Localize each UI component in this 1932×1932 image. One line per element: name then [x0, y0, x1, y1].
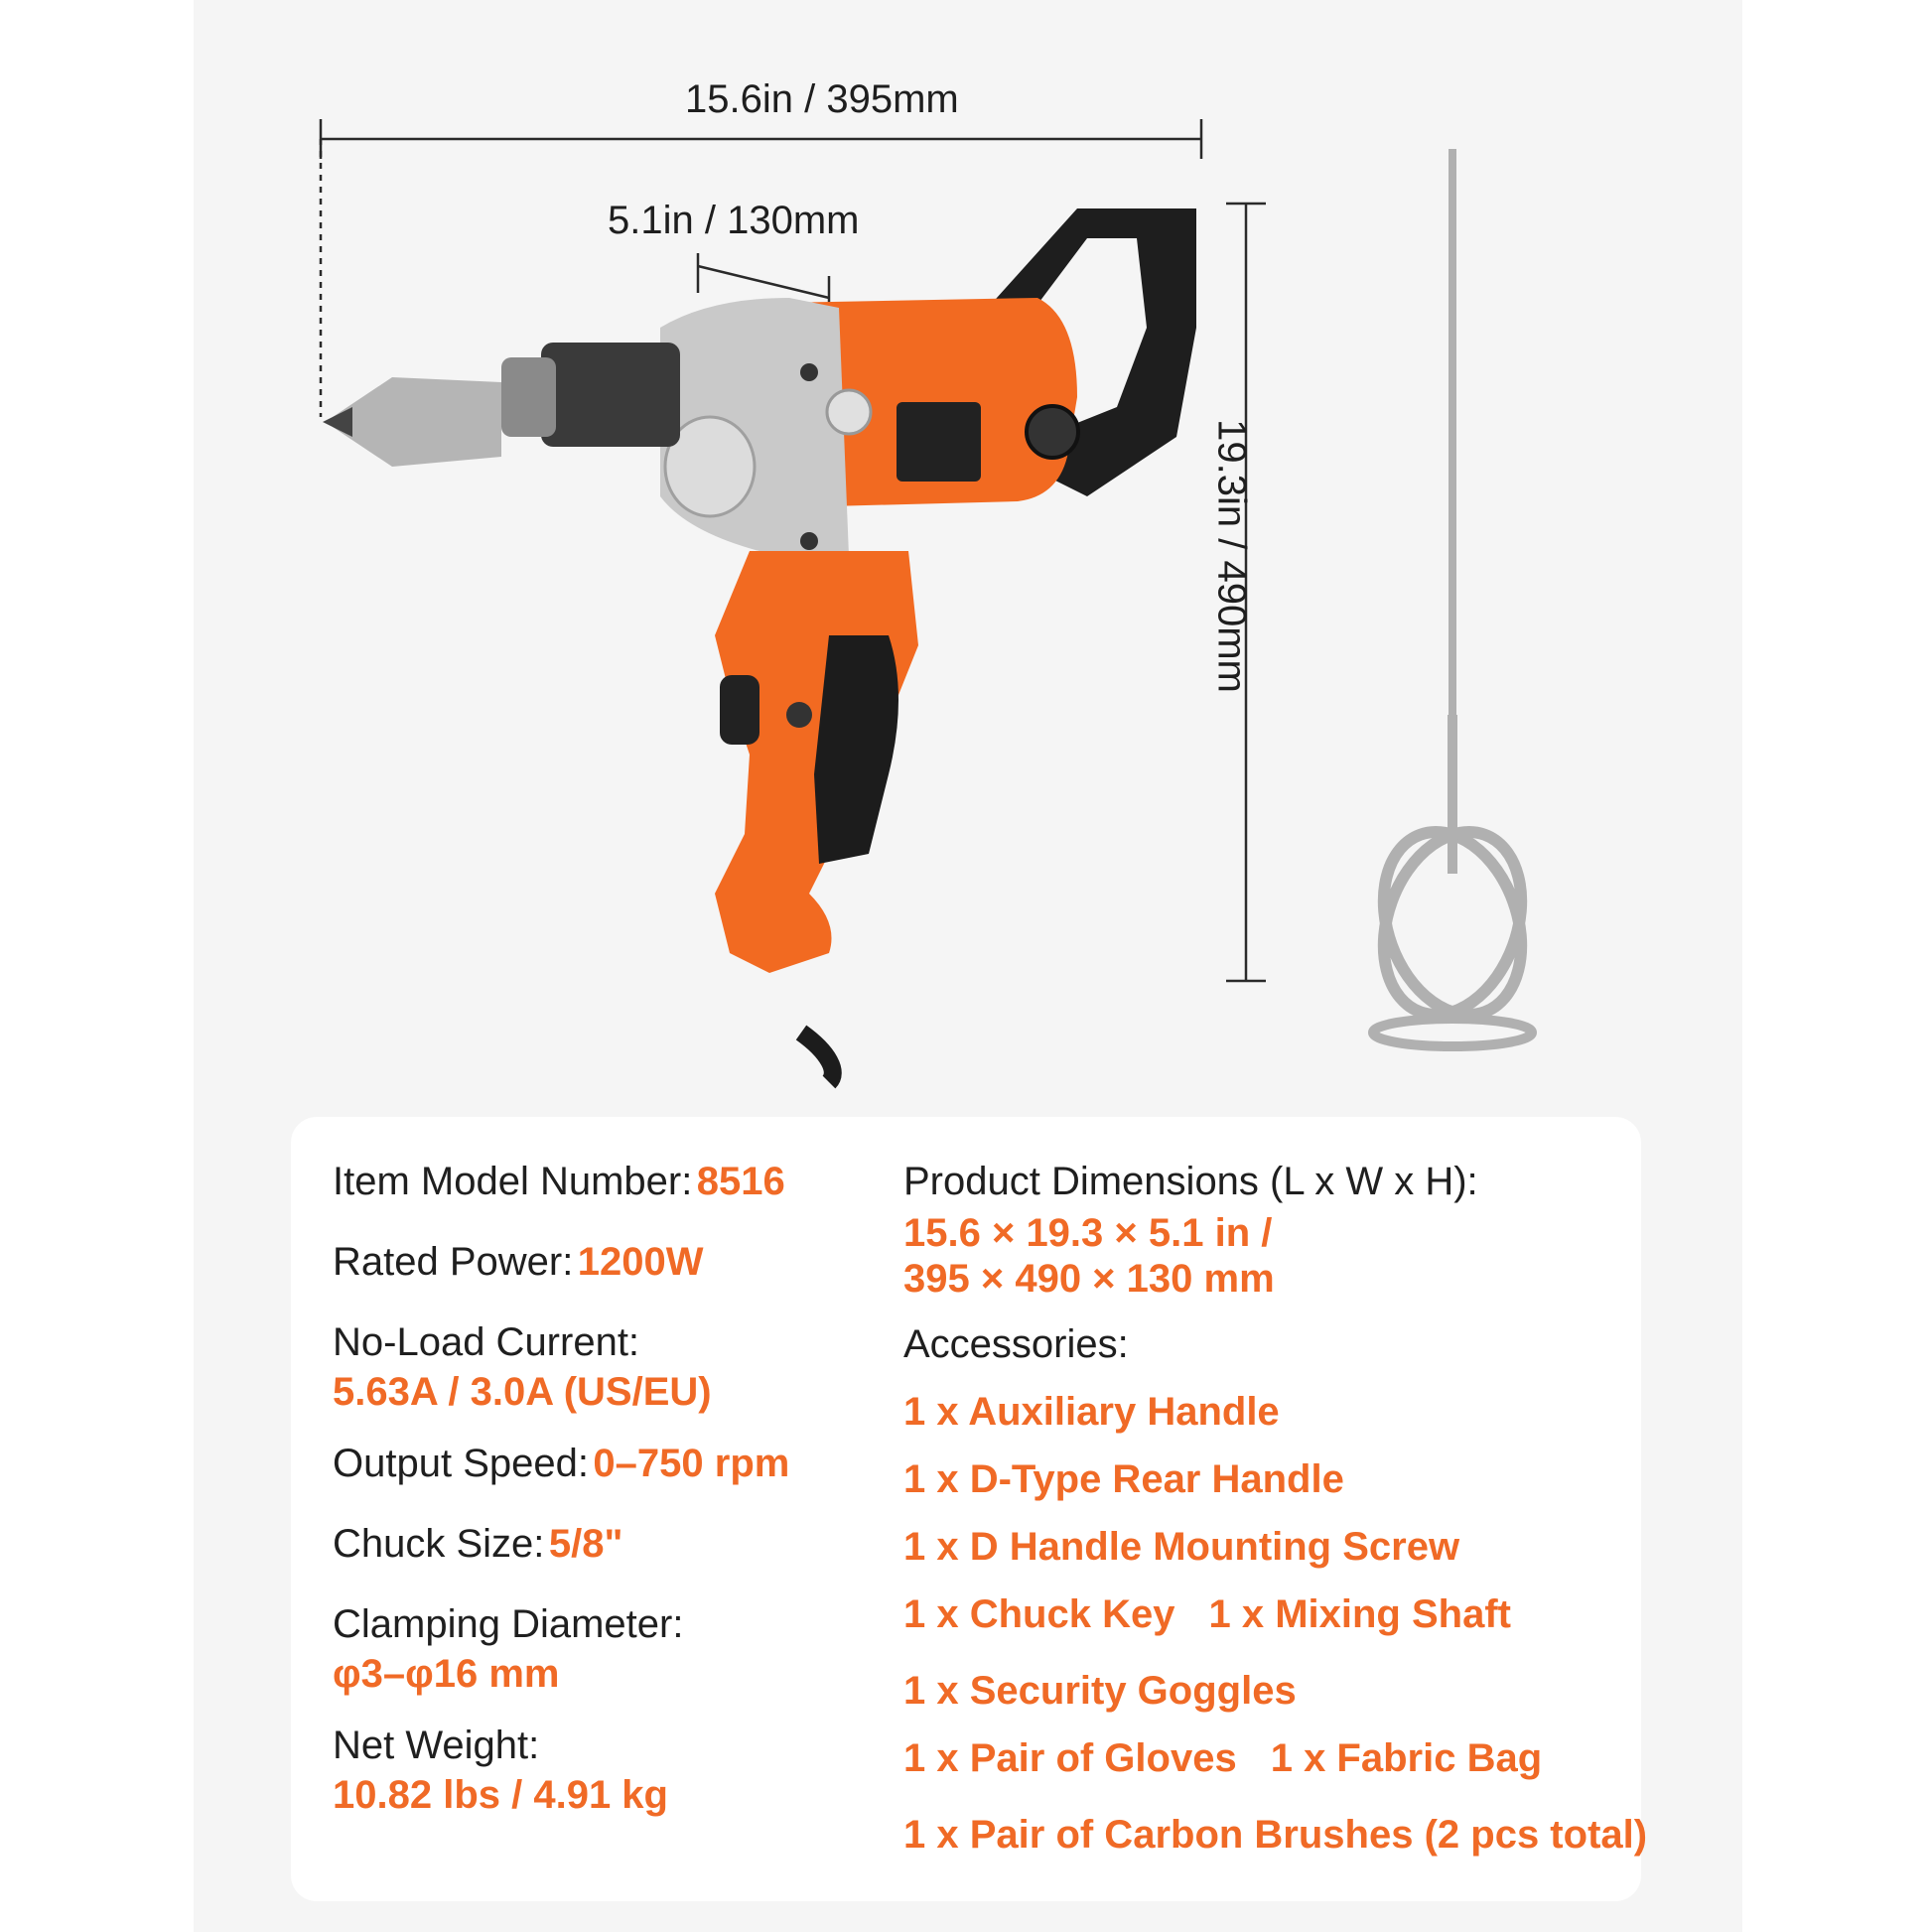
spec-value: φ3–φ16 mm — [333, 1652, 560, 1696]
spec-value: 5/8" — [548, 1522, 623, 1566]
accessory-item: 1 x Security Goggles — [903, 1669, 1297, 1713]
spec-label: Chuck Size: — [333, 1522, 545, 1566]
spec-label: Accessories: — [903, 1322, 1129, 1366]
trigger — [720, 675, 759, 745]
spec-value: 395 × 490 × 130 mm — [903, 1257, 1275, 1301]
accessory-item: 1 x Mixing Shaft — [1208, 1592, 1511, 1636]
accessory-item: 1 x Pair of Carbon Brushes (2 pcs total) — [903, 1813, 1648, 1857]
spec-value: 8516 — [696, 1160, 785, 1203]
spec-product-dimensions — [903, 1157, 1618, 1302]
spec-model — [333, 1157, 889, 1215]
accessory-item: 1 x Fabric Bag — [1270, 1736, 1543, 1780]
accessory-row — [903, 1733, 1618, 1792]
spec-value: 5.63A / 3.0A (US/EU) — [333, 1370, 712, 1414]
accessory-item: 1 x Chuck Key — [903, 1592, 1175, 1636]
mixing-paddle — [1359, 149, 1545, 1046]
side-handle-mount — [827, 390, 871, 434]
height-dimension-label: 19.3in / 490mm — [1209, 419, 1254, 693]
spec-label: Rated Power: — [333, 1240, 574, 1284]
spec-label: Item Model Number: — [333, 1160, 693, 1203]
accessory-item: 1 x Pair of Gloves — [903, 1736, 1237, 1780]
spec-speed — [333, 1439, 889, 1497]
spec-label: Clamping Diameter: — [333, 1602, 684, 1646]
spec-value: 10.82 lbs / 4.91 kg — [333, 1773, 668, 1817]
spec-chuck — [333, 1519, 889, 1578]
spec-label: Output Speed: — [333, 1442, 589, 1485]
spec-column-right — [903, 1157, 1648, 1877]
spec-label: No-Load Current: — [333, 1320, 640, 1364]
spec-label: Product Dimensions (L x W x H): — [903, 1160, 1478, 1203]
speed-dial — [1027, 406, 1078, 458]
power-cord — [801, 1033, 833, 1082]
accessory-item: 1 x Auxiliary Handle — [903, 1390, 1280, 1434]
spec-value: 0–750 rpm — [593, 1442, 790, 1485]
spec-clamping — [333, 1599, 889, 1699]
width-dimension-label: 5.1in / 130mm — [608, 199, 860, 242]
spec-current — [333, 1317, 889, 1417]
spec-value: 15.6 × 19.3 × 5.1 in / — [903, 1211, 1273, 1255]
accessory-item: 1 x D-Type Rear Handle — [903, 1457, 1344, 1501]
lock-button — [786, 702, 812, 728]
specifications-card — [291, 1117, 1648, 1901]
spec-column-left — [333, 1157, 889, 1842]
spec-value: 1200W — [577, 1240, 704, 1284]
drill-chuck — [323, 343, 680, 467]
accessory-item: 1 x D Handle Mounting Screw — [903, 1525, 1460, 1569]
vent-panel — [897, 402, 981, 482]
spec-accessories — [903, 1319, 1648, 1860]
spec-power — [333, 1237, 889, 1296]
spec-label: Net Weight: — [333, 1724, 540, 1767]
grip-rubber — [814, 635, 898, 864]
length-dimension-label: 15.6in / 395mm — [685, 77, 959, 121]
accessory-row — [903, 1589, 1618, 1648]
spec-weight — [333, 1721, 889, 1820]
